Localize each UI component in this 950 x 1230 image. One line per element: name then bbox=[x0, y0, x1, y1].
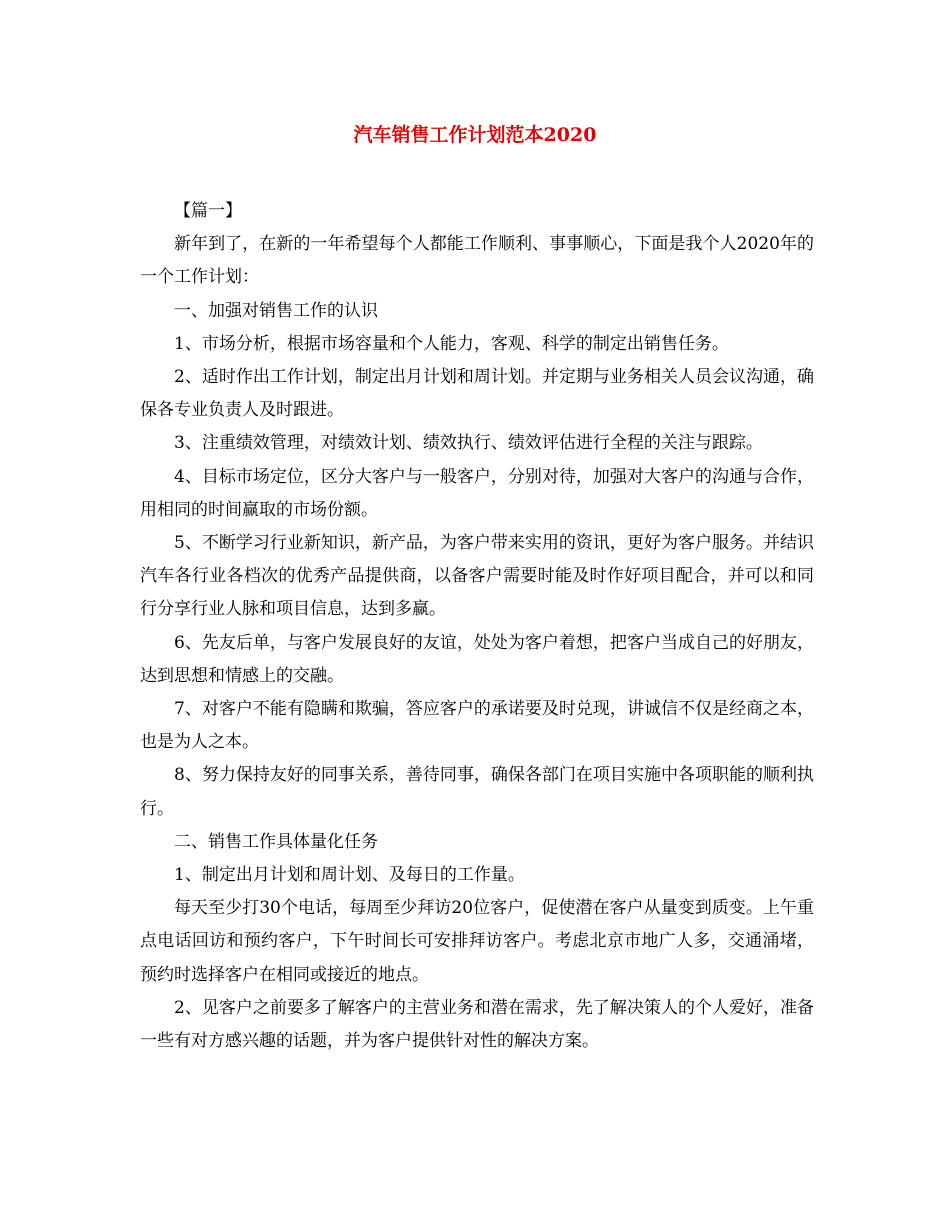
section-heading-2: 二、销售工作具体量化任务 bbox=[174, 831, 378, 852]
section-heading-part-one: 【篇一】 bbox=[174, 201, 242, 221]
paragraph: 2、见客户之前要多了解客户的主营业务和潜在需求，先了解决策人的个人爱好，准备一些有对方感兴趣的话题，并为客户提供针对性的解决方案。 bbox=[140, 997, 814, 1052]
document-title: 汽车销售工作计划范本2020 bbox=[353, 124, 597, 146]
paragraph: 6、先友后单，与客户发展良好的友谊，处处为客户着想，把客户当成自己的好朋友，达到思想和情感上的交融。 bbox=[140, 632, 814, 686]
paragraph: 4、目标市场定位，区分大客户与一般客户，分别对待，加强对大客户的沟通与合作，用相同的时间赢取的市场份额。 bbox=[140, 466, 814, 520]
section-heading-1: 一、加强对销售工作的认识 bbox=[174, 300, 378, 321]
paragraph: 1、制定出月计划和周计划、及每日的工作量。 bbox=[174, 865, 525, 886]
paragraph: 1、市场分析，根据市场容量和个人能力，客观、科学的制定出销售任务。 bbox=[174, 333, 729, 354]
paragraph: 2、适时作出工作计划，制定出月计划和周计划。并定期与业务相关人员会议沟通，确保各专业负责人及时跟进。 bbox=[140, 367, 814, 421]
paragraph: 5、不断学习行业新知识，新产品，为客户带来实用的资讯，更好为客户服务。并结识汽车各行业各档次的优秀产品提供商，以备客户需要时能及时作好项目配合，并可以和同行分享行业人脉和项目信息，达到多赢。 bbox=[140, 533, 814, 620]
document-body bbox=[140, 195, 814, 1058]
intro-paragraph: 新年到了，在新的一年希望每个人都能工作顺利、事事顺心，下面是我个人2020年的一个工作计划： bbox=[140, 234, 814, 288]
paragraph: 3、注重绩效管理，对绩效计划、绩效执行、绩效评估进行全程的关注与跟踪。 bbox=[174, 433, 763, 454]
paragraph: 每天至少打30个电话，每周至少拜访20位客户，促使潜在客户从量变到质变。上午重点电话回访和预约客户，下午时间长可安排拜访客户。考虑北京市地广人多，交通涌堵，预约时选择客户在相同或接近的地点。 bbox=[140, 898, 814, 985]
paragraph: 7、对客户不能有隐瞒和欺骗，答应客户的承诺要及时兑现，讲诚信不仅是经商之本，也是为人之本。 bbox=[140, 699, 814, 753]
paragraph: 8、努力保持友好的同事关系，善待同事，确保各部门在项目实施中各项职能的顺利执行。 bbox=[140, 765, 814, 819]
